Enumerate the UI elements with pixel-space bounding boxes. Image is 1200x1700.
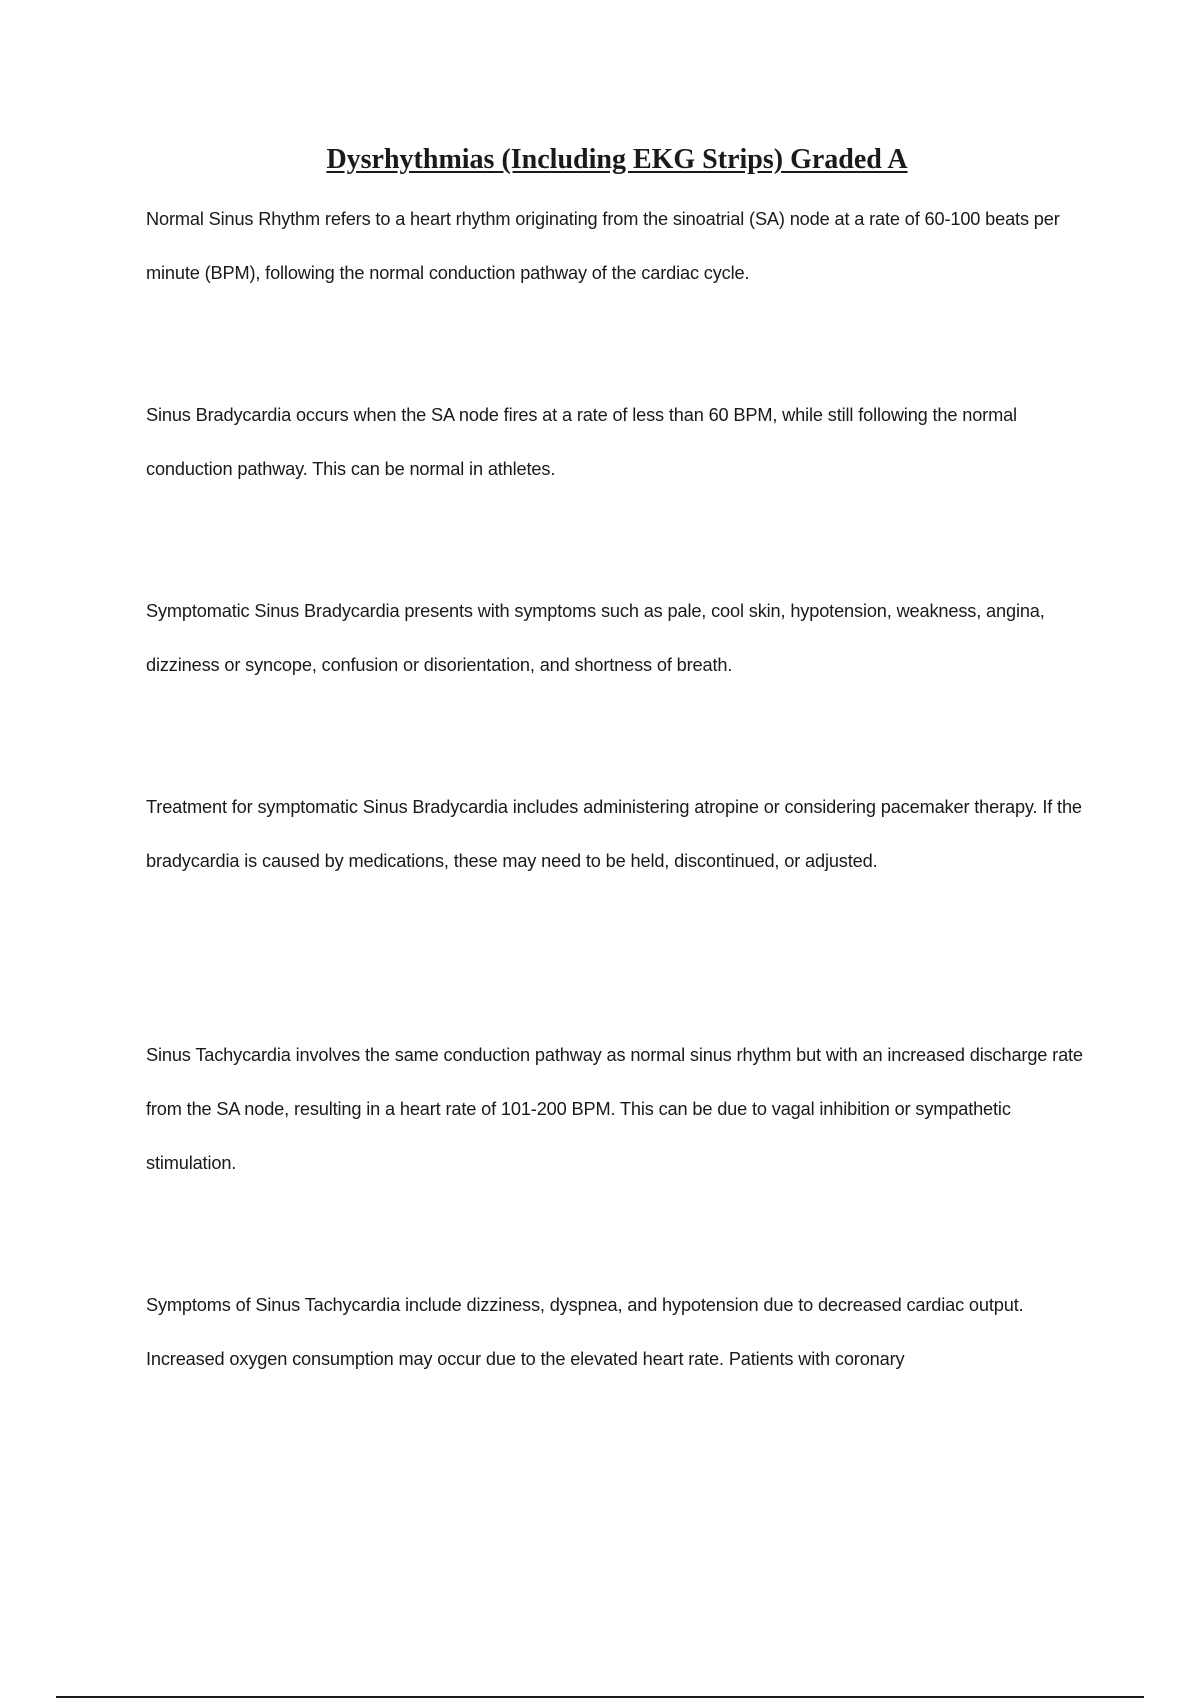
paragraph-sinus-tachycardia: Sinus Tachycardia involves the same conduction pathway as normal sinus rhythm but with an increased discharge rate from the SA node, resulting in a heart rate of 101-200 BPM. This can be due to vagal inhibition or sympathetic stimulation. bbox=[146, 1045, 1083, 1173]
footer-divider bbox=[56, 1696, 1144, 1698]
paragraph-bradycardia-treatment: Treatment for symptomatic Sinus Bradycardia includes administering atropine or considering pacemaker therapy. If the bradycardia is caused by medications, these may need to be held, discontinued, or adjusted. bbox=[146, 797, 1082, 871]
paragraph-normal-sinus-rhythm: Normal Sinus Rhythm refers to a heart rhythm originating from the sinoatrial (SA) node at a rate of 60-100 beats per minute (BPM), following the normal conduction pathway of the cardiac cycle. bbox=[146, 209, 1060, 283]
paragraph-tachycardia-symptoms: Symptoms of Sinus Tachycardia include dizziness, dyspnea, and hypotension due to decreased cardiac output. Increased oxygen consumption may occur due to the elevated heart rate. Patients with coronary bbox=[146, 1295, 1024, 1369]
paragraph-sinus-bradycardia: Sinus Bradycardia occurs when the SA node fires at a rate of less than 60 BPM, while still following the normal conduction pathway. This can be normal in athletes. bbox=[146, 405, 1017, 479]
document-title: Dysrhythmias (Including EKG Strips) Graded A bbox=[326, 144, 908, 175]
paragraph-symptomatic-bradycardia: Symptomatic Sinus Bradycardia presents with symptoms such as pale, cool skin, hypotension, weakness, angina, dizziness or syncope, confusion or disorientation, and shortness of breath. bbox=[146, 601, 1045, 675]
